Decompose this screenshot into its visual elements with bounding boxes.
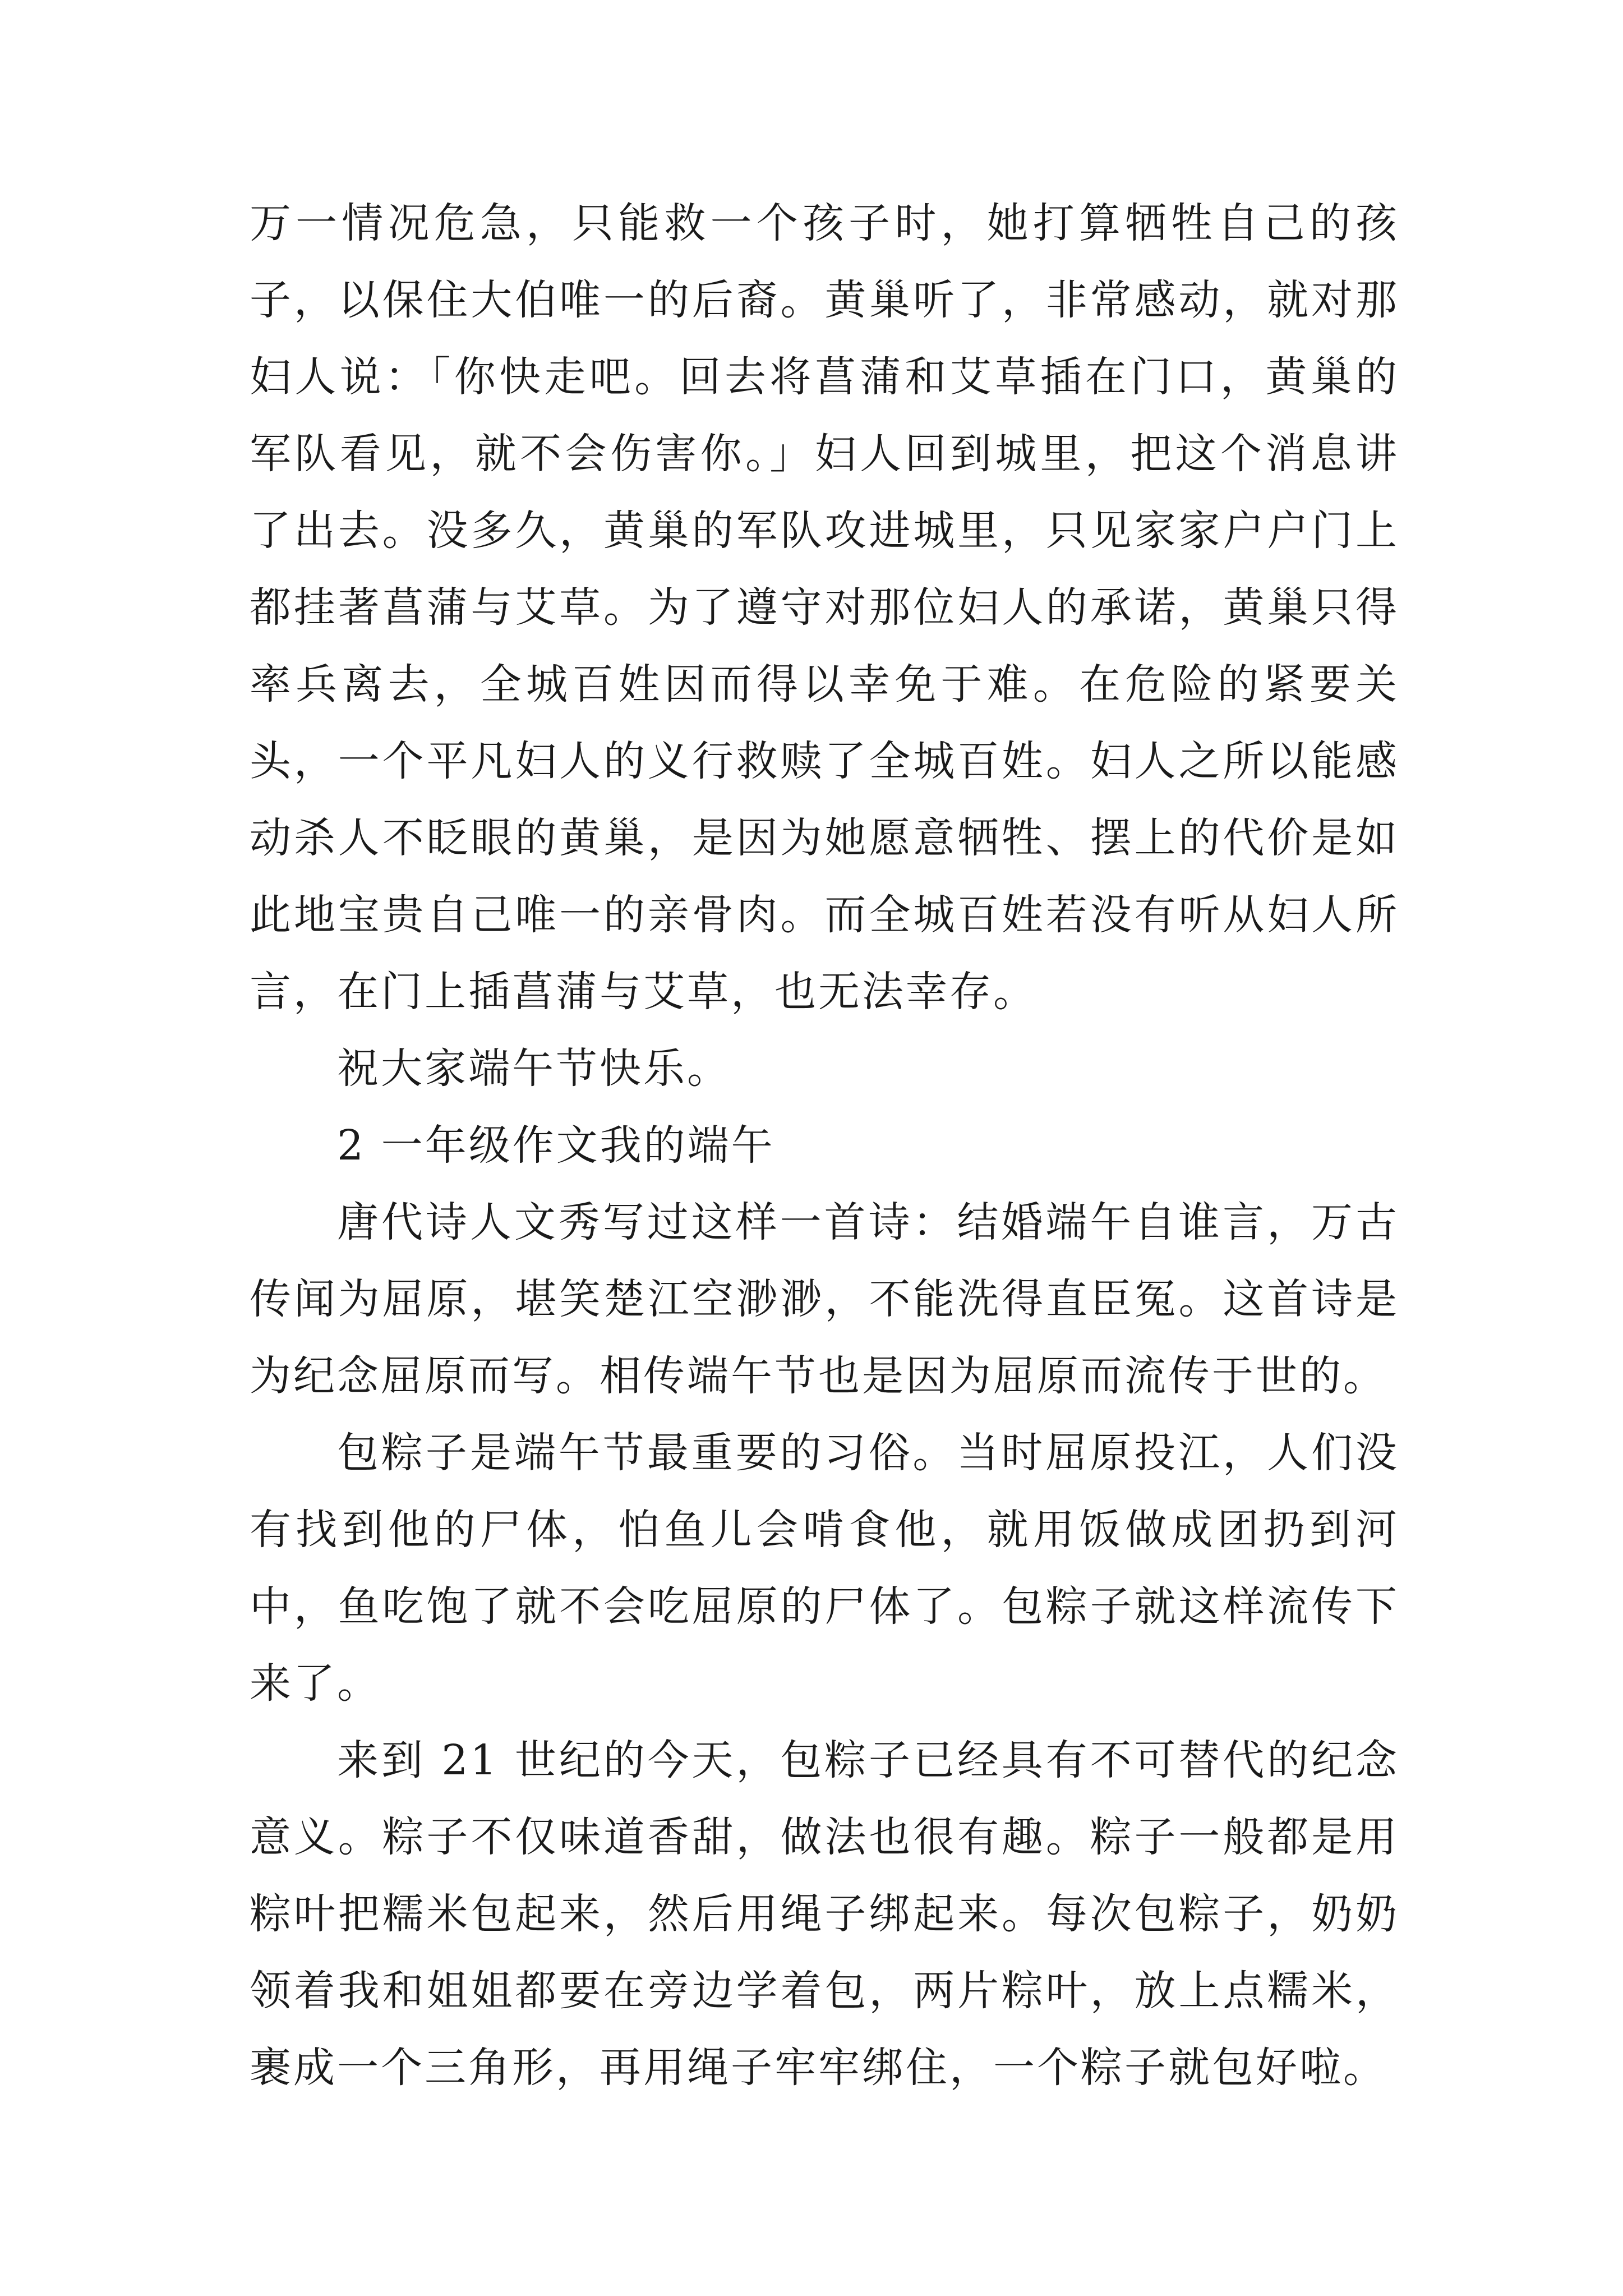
paragraph-continued-story: 万一情况危急，只能救一个孩子时，她打算牺牲自己的孩子，以保住大伯唯一的后裔。黄巢听了，非常感动，就对那妇人说：「你快走吧。回去将菖蒲和艾草插在门口，黄巢的军队看见，就不会伤害你。」妇人回到城里，把这个消息讲了出去。没多久，黄巢的军队攻进城里，只见家家户户门上都挂著菖蒲与艾草。为了遵守对那位妇人的承诺，黄巢只得率兵离去，全城百姓因而得以幸免于难。在危险的紧要关头，一个平凡妇人的义行救赎了全城百姓。妇人之所以能感动杀人不眨眼的黄巢，是因为她愿意牺牲、摆上的代价是如此地宝贵自己唯一的亲骨肉。而全城百姓若没有听从妇人所言，在门上插菖蒲与艾草，也无法幸存。	[250, 199, 1399, 1016]
paragraph-poem: 唐代诗人文秀写过这样一首诗：结婚端午自谁言，万古传闻为屈原，堪笑楚江空渺渺，不能洗得直臣冤。这首诗是为纪念屈原而写。相传端午节也是因为屈原而流传于世的。	[250, 1198, 1399, 1400]
paragraph-making-zongzi: 来到 21 世纪的今天，包粽子已经具有不可替代的纪念意义。粽子不仅味道香甜，做法也很有趣。粽子一般都是用粽叶把糯米包起来，然后用绳子绑起来。每次包粽子，奶奶领着我和姐姐都要在旁边学着包，两片粽叶，放上点糯米，裹成一个三角形，再用绳子牢牢绑住，一个粽子就包好啦。	[250, 1736, 1399, 2092]
paragraph-zongzi-custom: 包粽子是端午节最重要的习俗。当时屈原投江，人们没有找到他的尸体，怕鱼儿会啃食他，就用饭做成团扔到河中，鱼吃饱了就不会吃屈原的尸体了。包粽子就这样流传下来了。	[250, 1429, 1399, 1708]
document-body	[250, 185, 1399, 2106]
paragraph-greeting: 祝大家端午节快乐。	[337, 1045, 731, 1093]
essay-heading: 2 一年级作文我的端午	[337, 1121, 775, 1170]
